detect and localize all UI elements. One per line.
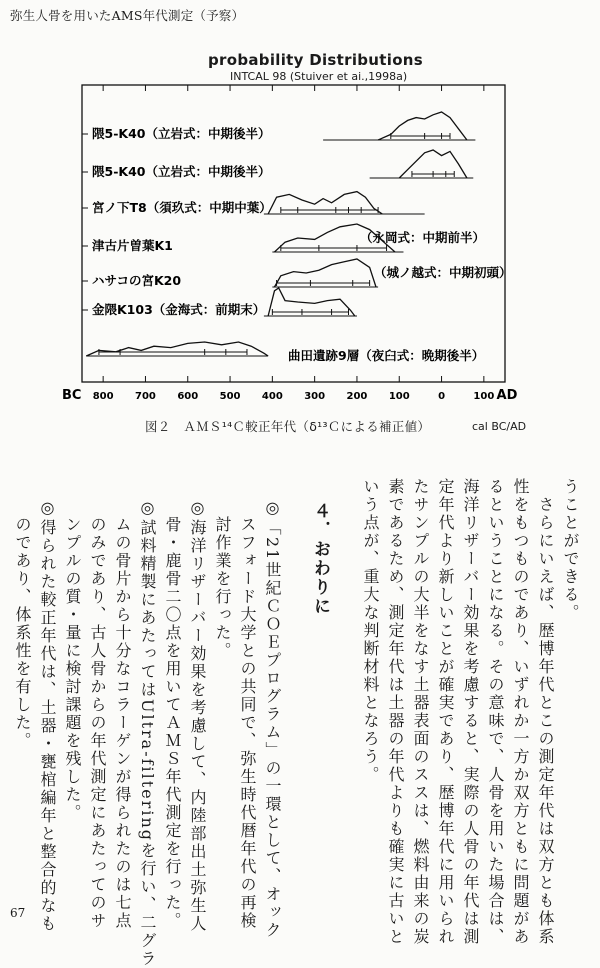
caption-unit: cal BC/AD bbox=[472, 420, 527, 433]
body-upper-line: 素であるため、測定年代は土器の年代よりも確実に古いと bbox=[386, 478, 405, 946]
x-tick-label: 300 bbox=[304, 391, 326, 402]
body-upper-line: るということになる。その意味で、人骨を用いた場合は、 bbox=[486, 478, 505, 946]
series-group bbox=[82, 192, 425, 215]
x-tick-label: 100 bbox=[388, 391, 410, 402]
running-head: 弥生人骨を用いたAMS年代測定（予察） bbox=[10, 8, 245, 23]
series-label: 金隈K103（金海式：前期末） bbox=[92, 302, 266, 317]
body-lower-line: 骨・鹿骨二〇点を用いてＡＭＳ年代測定を行った。 bbox=[163, 498, 182, 930]
x-tick-label: 100 bbox=[473, 391, 495, 402]
body-lower-line: ムの骨片から十分なコラーゲンが得られたのは七点 bbox=[113, 498, 132, 930]
series-group bbox=[82, 224, 485, 253]
body-upper-line: さらにいえば、歴博年代とこの測定年代は双方とも体系 bbox=[536, 478, 555, 946]
body-lower-line: ◎「21世紀ＣＯＥプログラム」の一環として、オック bbox=[263, 498, 282, 940]
chart-title: probability Distributions bbox=[208, 51, 424, 69]
series-label: 隈5-K40（立岩式：中期後半） bbox=[92, 126, 271, 141]
series-group bbox=[82, 150, 473, 179]
series-annotation: 曲田遺跡9層（夜臼式：晩期後半） bbox=[288, 348, 485, 363]
series-group bbox=[82, 112, 475, 141]
x-tick-label: 500 bbox=[219, 391, 241, 402]
probability-chart bbox=[0, 0, 600, 420]
body-upper-line: 海洋リザーバー効果を考慮すると、実際の人骨の年代は測 bbox=[461, 478, 480, 946]
x-axis-right-label: AD bbox=[496, 388, 518, 403]
series-label: ハサコの宮K20 bbox=[92, 273, 182, 288]
series-profile bbox=[268, 192, 382, 214]
series-group bbox=[82, 288, 357, 317]
series-label: 隈5-K40（立岩式：中期後半） bbox=[92, 164, 271, 179]
chart-subtitle: INTCAL 98 (Stuiver et ai.,1998a) bbox=[230, 70, 408, 83]
x-tick-label: 0 bbox=[438, 391, 446, 402]
body-lower-line: のみであり、古人骨からの年代測定にあたってのサ bbox=[88, 498, 107, 930]
x-tick-label: 200 bbox=[346, 391, 368, 402]
body-lower-line: 討作業を行った。 bbox=[213, 498, 232, 660]
series-label: 宮ノ下T8（須玖式：中期中葉） bbox=[92, 200, 272, 215]
figure-caption: 図２ ＡＭＳ¹⁴Ｃ較正年代（δ¹³Ｃによる補正値） bbox=[145, 419, 431, 434]
body-upper-line: 定年代より新しいことが確実であり、歴博年代に用いられ bbox=[436, 478, 455, 946]
x-tick-label: 700 bbox=[135, 391, 156, 402]
body-lower-line: ンプルの質・量に検討課題を残した。 bbox=[63, 498, 82, 822]
series-group bbox=[82, 259, 512, 288]
body-upper-line: いう点が、重大な判断材料となろう。 bbox=[361, 478, 380, 784]
body-lower-line: ◎得られた較正年代は、土器・甕棺編年と整合的なも bbox=[38, 498, 57, 933]
body-upper-line: 性をもつものであり、いずれか一方か双方ともに問題があ bbox=[511, 478, 530, 946]
x-tick-label: 600 bbox=[177, 391, 199, 402]
page-number: 67 bbox=[10, 906, 26, 920]
section-heading: ４．おわりに bbox=[310, 502, 330, 616]
x-axis-left-label: BC bbox=[62, 388, 82, 403]
series-annotation: （永岡式：中期前半） bbox=[360, 230, 486, 245]
body-lower-line: ◎試料精製にあたってはUltra-filteringを行い、二グラ bbox=[138, 498, 157, 968]
body-lower-line: ◎海洋リザーバー効果を考慮して、内陸部出土弥生人 bbox=[188, 498, 207, 933]
series-group bbox=[86, 342, 484, 363]
series-annotation: （城ノ越式：中期初頭） bbox=[374, 265, 512, 280]
series-label: 津古片曽葉K1 bbox=[92, 238, 173, 253]
body-upper-line: たサンプルの大半をなす土器表面のススは、燃料由来の炭 bbox=[411, 478, 430, 946]
body-upper-line: うことができる。 bbox=[561, 478, 580, 622]
x-tick-label: 400 bbox=[261, 391, 283, 402]
body-lower-line: のであり、体系性を有した。 bbox=[13, 498, 32, 750]
body-lower-line: スフォード大学との共同で、弥生時代暦年代の再検 bbox=[238, 498, 257, 930]
series-profile bbox=[86, 342, 268, 356]
x-tick-label: 800 bbox=[92, 391, 114, 402]
